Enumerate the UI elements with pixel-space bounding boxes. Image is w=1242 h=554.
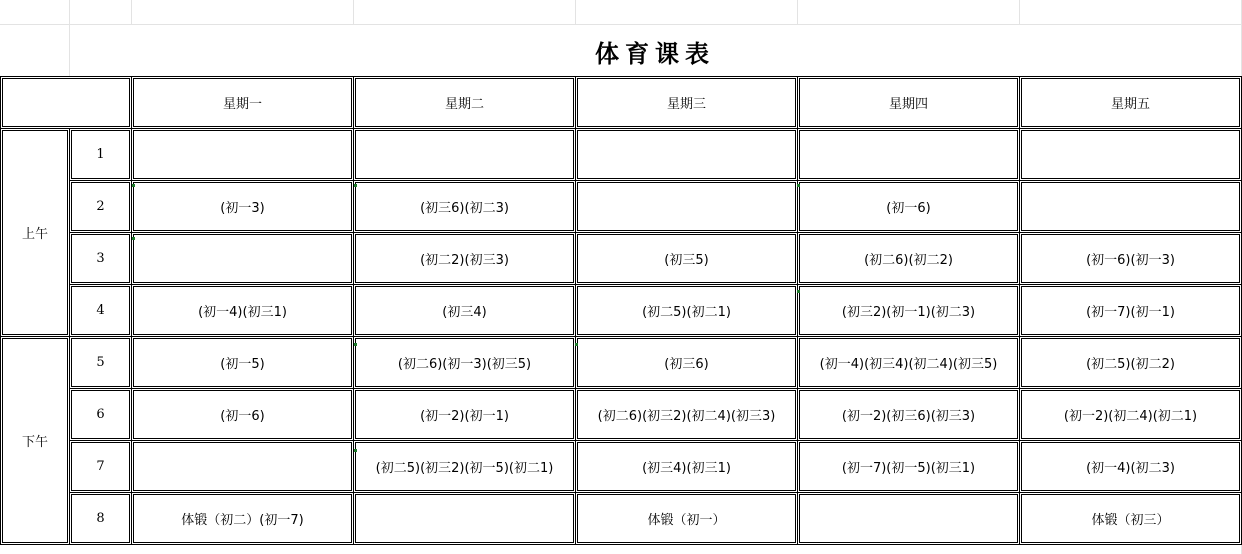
schedule-cell[interactable] [132, 441, 354, 493]
period-number[interactable]: 7 [70, 441, 132, 493]
schedule-cell[interactable] [354, 493, 576, 545]
cell-marker [797, 184, 800, 187]
schedule-cell[interactable]: (初一6) [798, 181, 1020, 233]
period-number[interactable]: 8 [70, 493, 132, 545]
cell-marker [797, 290, 800, 293]
cell-marker [575, 343, 578, 346]
schedule-cell[interactable]: (初一7)(初一1) [1020, 285, 1242, 337]
schedule-cell[interactable]: 体锻（初二）(初一7) [132, 493, 354, 545]
schedule-cell[interactable]: (初一4)(初三1) [132, 285, 354, 337]
cell-marker [354, 449, 357, 452]
schedule-cell[interactable] [798, 129, 1020, 181]
schedule-cell[interactable]: (初一6)(初一3) [1020, 233, 1242, 285]
corner-cell[interactable] [1, 77, 132, 129]
cell-marker [132, 237, 135, 240]
schedule-cell[interactable]: (初二5)(初二1) [576, 285, 798, 337]
schedule-cell[interactable]: (初一5) [132, 337, 354, 389]
header-row [1, 77, 1242, 129]
day-header-tue[interactable]: 星期二 [354, 77, 576, 129]
schedule-cell[interactable]: (初一7)(初一5)(初三1) [798, 441, 1020, 493]
table-row [1, 493, 1242, 545]
day-header-thu[interactable]: 星期四 [798, 77, 1020, 129]
period-number[interactable]: 5 [70, 337, 132, 389]
period-number[interactable]: 6 [70, 389, 132, 441]
cell-marker [354, 343, 357, 346]
table-row [1, 129, 1242, 181]
schedule-cell[interactable]: 体锻（初三） [1020, 493, 1242, 545]
schedule-cell[interactable]: 体锻（初一） [576, 493, 798, 545]
cell-marker [354, 184, 357, 187]
gridline [131, 0, 132, 25]
schedule-cell[interactable]: (初二2)(初三3) [354, 233, 576, 285]
gridline [797, 0, 798, 25]
schedule-cell[interactable]: (初一2)(初二4)(初二1) [1020, 389, 1242, 441]
sheet-title[interactable]: 体育课表 [595, 38, 715, 68]
gridline [353, 0, 354, 25]
period-number[interactable]: 2 [70, 181, 132, 233]
schedule-cell[interactable] [132, 129, 354, 181]
schedule-cell[interactable] [132, 233, 354, 285]
schedule-cell[interactable] [354, 129, 576, 181]
schedule-cell[interactable]: (初三6)(初二3) [354, 181, 576, 233]
schedule-cell[interactable]: (初三5) [576, 233, 798, 285]
table-row [1, 181, 1242, 233]
schedule-cell[interactable] [798, 493, 1020, 545]
table-row [1, 337, 1242, 389]
schedule-cell[interactable] [576, 181, 798, 233]
day-header-wed[interactable]: 星期三 [576, 77, 798, 129]
schedule-cell[interactable]: (初一3) [132, 181, 354, 233]
schedule-cell[interactable]: (初三2)(初一1)(初二3) [798, 285, 1020, 337]
schedule-cell[interactable]: (初一2)(初三6)(初三3) [798, 389, 1020, 441]
schedule-cell[interactable]: (初二5)(初三2)(初一5)(初二1) [354, 441, 576, 493]
schedule-cell[interactable]: (初一6) [132, 389, 354, 441]
period-number[interactable]: 3 [70, 233, 132, 285]
gridline [1019, 0, 1020, 25]
schedule-cell[interactable]: (初一4)(初二3) [1020, 441, 1242, 493]
schedule-cell[interactable] [1020, 129, 1242, 181]
schedule-cell[interactable]: (初二5)(初二2) [1020, 337, 1242, 389]
day-header-mon[interactable]: 星期一 [132, 77, 354, 129]
schedule-cell[interactable]: (初三4) [354, 285, 576, 337]
schedule-cell[interactable]: (初三4)(初三1) [576, 441, 798, 493]
cell-marker [132, 184, 135, 187]
morning-label[interactable]: 上午 [1, 129, 70, 337]
schedule-cell[interactable]: (初二6)(初一3)(初三5) [354, 337, 576, 389]
schedule-cell[interactable]: (初二6)(初二2) [798, 233, 1020, 285]
day-header-fri[interactable]: 星期五 [1020, 77, 1242, 129]
table-row [1, 233, 1242, 285]
table-row [1, 441, 1242, 493]
table-row [1, 389, 1242, 441]
schedule-cell[interactable]: (初二6)(初三2)(初二4)(初三3) [576, 389, 798, 441]
period-number[interactable]: 4 [70, 285, 132, 337]
schedule-cell[interactable] [576, 129, 798, 181]
schedule-cell[interactable]: (初一4)(初三4)(初二4)(初三5) [798, 337, 1020, 389]
schedule-cell[interactable] [1020, 181, 1242, 233]
schedule-table [0, 76, 1242, 545]
schedule-cell[interactable]: (初一2)(初一1) [354, 389, 576, 441]
afternoon-label[interactable]: 下午 [1, 337, 70, 545]
gridline [575, 0, 576, 25]
table-row [1, 285, 1242, 337]
period-number[interactable]: 1 [70, 129, 132, 181]
schedule-cell[interactable]: (初三6) [576, 337, 798, 389]
